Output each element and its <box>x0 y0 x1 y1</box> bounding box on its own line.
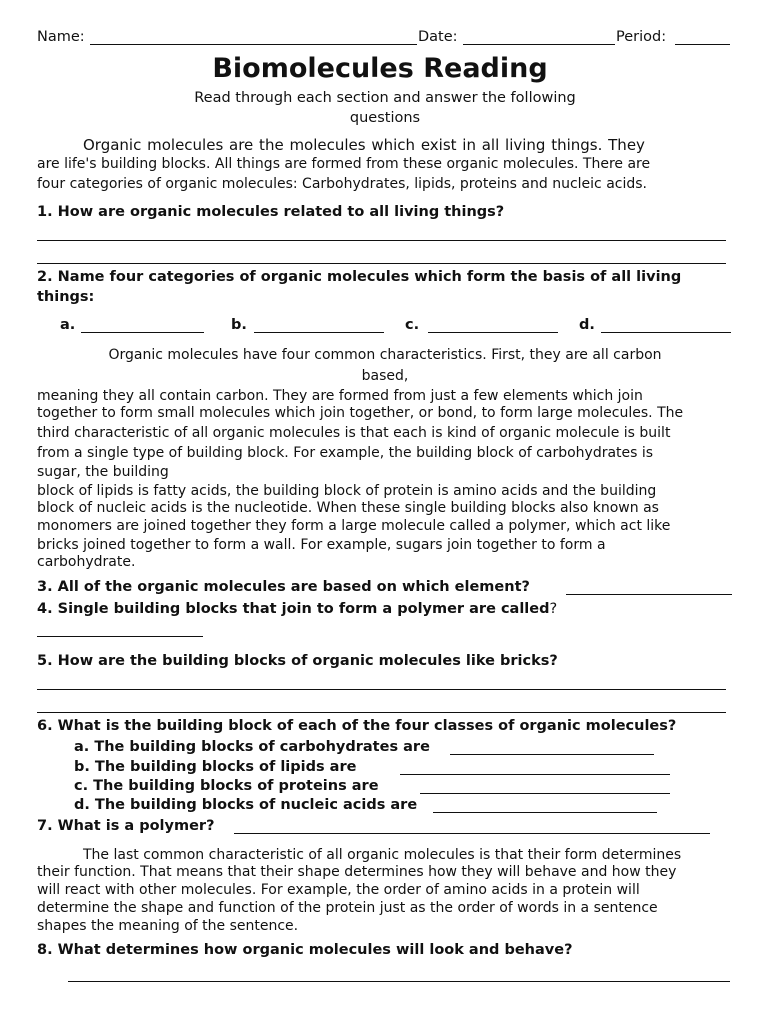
date-answer-line[interactable] <box>463 44 615 45</box>
q2-option-a-label: a. <box>60 317 76 333</box>
para2-line-5: third characteristic of all organic molecules is that each is kind of organic molecule is built <box>37 425 671 441</box>
q8-answer-line[interactable] <box>68 981 730 982</box>
question-3: 3. All of the organic molecules are based on which element? <box>37 579 530 595</box>
question-2: 2. Name four categories of organic molecules which form the basis of all living <box>37 269 682 285</box>
para3-line-1: The last common characteristic of all organic molecules is that their form determines <box>83 847 682 863</box>
intro-line-1: Organic molecules are the molecules which exist in all living things. They <box>83 136 645 154</box>
question-1: 1. How are organic molecules related to all living things? <box>37 204 505 220</box>
q5-answer-line-1[interactable] <box>37 689 726 690</box>
name-answer-line[interactable] <box>90 44 417 45</box>
q2-option-a-line[interactable] <box>81 332 204 333</box>
para2-line-11: bricks joined together to form a wall. For example, sugars join together to form a <box>37 537 606 553</box>
intro-line-3: four categories of organic molecules: Carbohydrates, lipids, proteins and nucleic acids. <box>37 176 647 192</box>
q2-option-d-label: d. <box>579 317 595 333</box>
question-4-mark: ? <box>549 601 558 617</box>
q4-answer-line[interactable] <box>37 636 203 637</box>
subtitle-line-1: Read through each section and answer the following <box>194 90 576 106</box>
para3-line-4: determine the shape and function of the protein just as the order of words in a sentence <box>37 900 658 916</box>
subtitle-line-2: questions <box>349 110 421 126</box>
para2-line-9: block of nucleic acids is the nucleotide. When these single building blocks also known as <box>37 500 659 516</box>
q6-sub-a: a. The building blocks of carbohydrates are <box>74 739 430 755</box>
period-label: Period: <box>616 29 667 45</box>
para2-line-7: sugar, the building <box>37 464 169 480</box>
question-2-cont: things: <box>37 289 95 305</box>
question-6: 6. What is the building block of each of the four classes of organic molecules? <box>37 718 677 734</box>
q6-sub-b: b. The building blocks of lipids are <box>74 759 357 775</box>
q6-sub-a-line[interactable] <box>450 754 654 755</box>
question-7: 7. What is a polymer? <box>37 818 215 834</box>
q6-sub-d-line[interactable] <box>433 812 657 813</box>
q7-answer-line[interactable] <box>234 833 710 834</box>
question-8: 8. What determines how organic molecules will look and behave? <box>37 942 573 958</box>
question-4-text: 4. Single building blocks that join to form a polymer are called <box>37 601 550 617</box>
para2-line-1: Organic molecules have four common characteristics. First, they are all carbon <box>108 347 662 363</box>
para2-line-3: meaning they all contain carbon. They are formed from just a few elements which join <box>37 388 643 404</box>
page-title: Biomolecules Reading <box>212 53 548 84</box>
intro-line-2: are life's building blocks. All things are formed from these organic molecules. There are <box>37 156 651 172</box>
q1-answer-line-2[interactable] <box>37 263 726 264</box>
q6-sub-b-line[interactable] <box>400 774 670 775</box>
q2-option-d-line[interactable] <box>601 332 731 333</box>
para2-line-12: carbohydrate. <box>37 554 136 570</box>
question-4 <box>37 601 557 617</box>
question-5: 5. How are the building blocks of organic molecules like bricks? <box>37 653 558 669</box>
q6-sub-d: d. The building blocks of nucleic acids are <box>74 797 418 813</box>
q5-answer-line-2[interactable] <box>37 712 726 713</box>
q2-option-b-line[interactable] <box>254 332 384 333</box>
para2-line-4: together to form small molecules which join together, or bond, to form large molecules. The <box>37 405 684 421</box>
q6-sub-c-line[interactable] <box>420 793 670 794</box>
period-answer-line[interactable] <box>675 44 730 45</box>
q6-sub-c: c. The building blocks of proteins are <box>74 778 379 794</box>
q2-option-c-line[interactable] <box>428 332 558 333</box>
para2-line-10: monomers are joined together they form a large molecule called a polymer, which act like <box>37 518 671 534</box>
name-label: Name: <box>37 29 85 45</box>
para2-line-8: block of lipids is fatty acids, the building block of protein is amino acids and the building <box>37 483 657 499</box>
para3-line-5: shapes the meaning of the sentence. <box>37 918 299 934</box>
date-label: Date: <box>418 29 458 45</box>
q2-option-c-label: c. <box>405 317 420 333</box>
para3-line-3: will react with other molecules. For example, the order of amino acids in a protein will <box>37 882 640 898</box>
para2-line-6: from a single type of building block. For example, the building block of carbohydrates is <box>37 445 654 461</box>
para3-line-2: their function. That means that their shape determines how they will behave and how they <box>37 864 677 880</box>
q1-answer-line-1[interactable] <box>37 240 726 241</box>
q2-option-b-label: b. <box>231 317 247 333</box>
q3-answer-line[interactable] <box>566 594 732 595</box>
para2-line-2: based, <box>361 368 409 384</box>
